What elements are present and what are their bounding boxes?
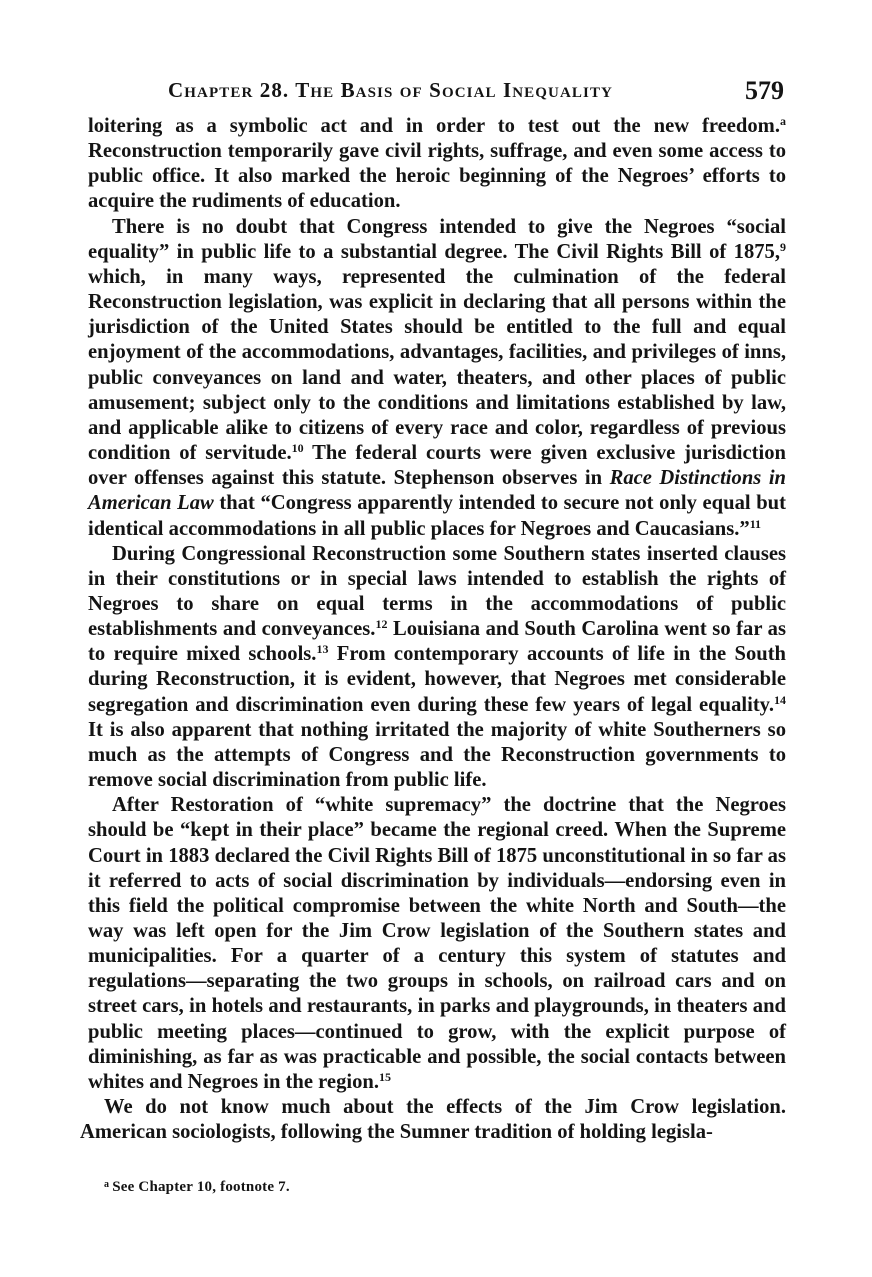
page-header <box>168 78 788 112</box>
paragraph-text: After Restoration of “white supremacy” the doctrine that the Negroes should be “kept in their place” became the regional creed. When the Supreme Court in 1883 declared the Civil Rights Bill of 1875 unconstitutional in so far as it referred to acts of social discrimination by individuals—endorsing even in this field the political compromise between the white North and South—the way was left open for the Jim Crow legislation of the Southern states and municipalities. For a quarter of a century this system of statutes and regulations—separating the two groups in schools, on railroad cars and on street cars, in hotels and restaurants, in parks and playgrounds, in theaters and public meeting places—continued to grow, with the explicit purpose of diminishing, as far as was practicable and possible, the social contacts between whites and Negroes in the region. <box>88 794 786 1093</box>
paragraph-4 <box>88 793 786 1095</box>
paragraph-text: Reconstruction temporarily gave civil rights, suffrage, and even some access to public office. It also marked the heroic beginning of the Negroes’ efforts to acquire the rudiments of education. <box>88 140 786 213</box>
body-text <box>80 114 787 1145</box>
paragraph-text: During Congressional Reconstruction some Southern states inserted clauses in their constitutions or in special laws intended to establish the rights of Negroes to share on equal terms in the accommodations of public establishments and conveyances. <box>88 542 786 641</box>
paragraph-2 <box>88 215 786 542</box>
footnote-reference: 14 <box>774 692 786 707</box>
paragraph-text: There is no doubt that Congress intended to give the Negroes “social equality” in public life to a substantial degree. The Civil Rights Bill of 1875, <box>88 215 786 263</box>
paragraph-text: We do not know much about the effects of the Jim Crow legislation. American sociologists, following the Sumner tradition of holding legisla- <box>80 1096 786 1144</box>
paragraph-1 <box>88 114 786 215</box>
footnote-reference: 10 <box>291 441 304 456</box>
paragraph-text: The federal courts were given exclusive jurisdiction over offenses against this statute. Stephenson observes in <box>88 442 786 490</box>
footnote-reference: a <box>780 114 786 128</box>
footnote <box>104 1179 290 1196</box>
paragraph-text: which, in many ways, represented the culmination of the federal Reconstruction legislation, was explicit in declaring that all persons within the jurisdiction of the United States should be entitled to the full and equal enjoyment of the accommodations, advantages, facilities, and privileges of inns, public conveyances on land and water, theaters, and other places of public amusement; subject only to the conditions and limitations established by law, and applicable alike to citizens of every race and color, regardless of previous condition of servitude. <box>88 265 786 465</box>
footnote-reference: 11 <box>749 516 762 531</box>
paragraph-text: Louisiana and South Carolina went so far as to require mixed schools. <box>88 618 786 666</box>
footnote-reference: 9 <box>780 239 786 254</box>
footnote-reference: 13 <box>316 642 329 657</box>
paragraph-text: From contemporary accounts of life in the South during Reconstruction, it is evident, however, that Negroes met considerable segregation and discrimination even during these few years of legal equality. <box>88 643 787 716</box>
paragraph-text: loitering as a symbolic act and in order to test out the new freedom. <box>88 115 780 137</box>
page-number: 579 <box>745 76 784 105</box>
paragraph-5 <box>80 1095 786 1145</box>
footnote-reference: 12 <box>375 617 388 632</box>
paragraph-3 <box>88 542 786 794</box>
paragraph-text: that “Congress apparently intended to secure not only equal but identical accommodations in all public places for Negroes and Caucasians.” <box>88 492 786 540</box>
paragraph-text: It is also apparent that nothing irritated the majority of white Southerners so much as the attempts of Congress and the Reconstruction governments to remove social discrimination from public life. <box>88 718 786 792</box>
footnote-mark: a <box>104 1179 110 1190</box>
running-head: Chapter 28. The Basis of Social Inequality <box>168 78 613 102</box>
footnote-text: See Chapter 10, footnote 7. <box>112 1179 290 1195</box>
footnote-reference: 15 <box>379 1069 391 1084</box>
book-title: Race Distinctions in American Law <box>88 467 786 515</box>
